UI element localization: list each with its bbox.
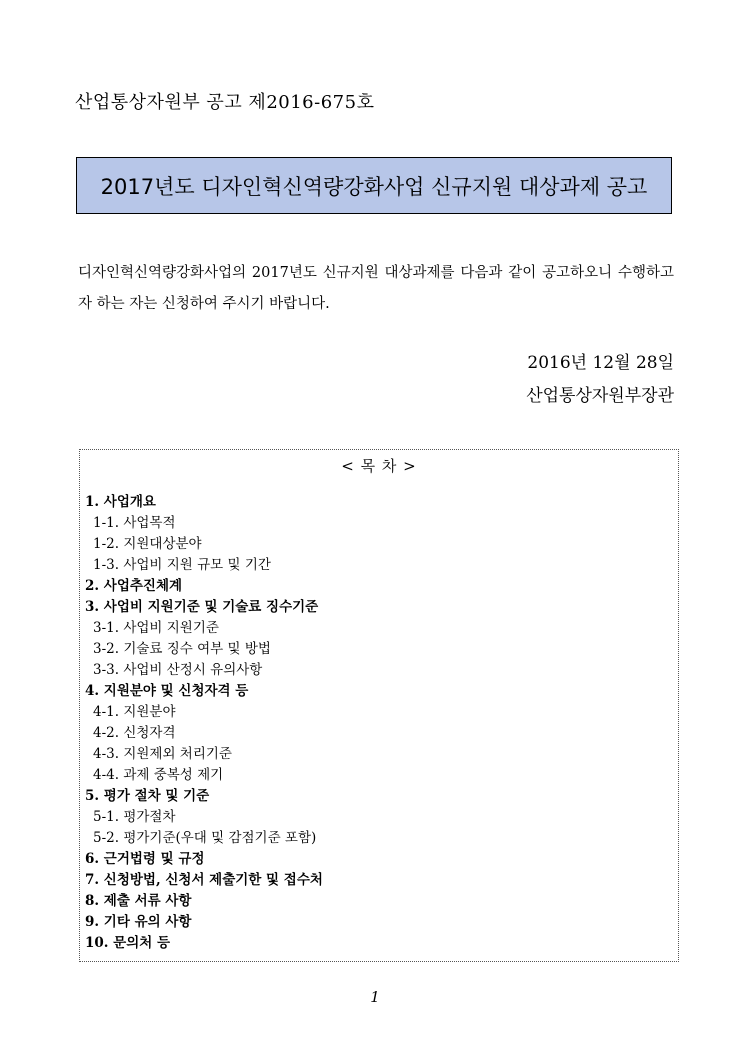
toc-section: 3. 사업비 지원기준 및 기술료 징수기준: [85, 599, 319, 615]
notice-number: 산업통상자원부 공고 제2016-675호: [75, 92, 375, 113]
toc-section: 6. 근거법령 및 규정: [85, 851, 205, 867]
toc-subsection: 1-1. 사업목적: [93, 515, 176, 531]
intro-paragraph: 디자인혁신역량강화사업의 2017년도 신규지원 대상과제를 다음과 같이 공고하오니 수행하고자 하는 자는 신청하여 주시기 바랍니다.: [78, 265, 674, 312]
toc-heading: < 목 차 >: [341, 457, 417, 475]
toc-subsection: 3-1. 사업비 지원기준: [93, 620, 219, 636]
toc-subsection: 3-2. 기술료 징수 여부 및 방법: [93, 641, 271, 657]
toc-section: 5. 평가 절차 및 기준: [85, 788, 210, 804]
toc-subsection: 4-4. 과제 중복성 제기: [93, 767, 224, 783]
toc-subsection: 4-3. 지원제외 처리기준: [93, 746, 232, 762]
toc-subsection: 3-3. 사업비 산정시 유의사항: [93, 662, 263, 678]
toc-subsection: 5-2. 평가기준(우대 및 감점기준 포함): [93, 830, 317, 846]
page-number: 1: [370, 988, 380, 1006]
toc-subsection: 5-1. 평가절차: [93, 809, 176, 825]
document-title: 2017년도 디자인혁신역량강화사업 신규지원 대상과제 공고: [100, 174, 648, 199]
toc-subsection: 1-3. 사업비 지원 규모 및 기간: [93, 557, 271, 573]
notice-date: 2016년 12월 28일: [527, 353, 674, 373]
toc-section: 9. 기타 유의 사항: [85, 914, 192, 930]
toc-list: [85, 492, 323, 954]
toc-section: 4. 지원분야 및 신청자격 등: [85, 683, 249, 699]
issuer-name: 산업통상자원부장관: [526, 386, 674, 406]
toc-section: 8. 제출 서류 사항: [85, 893, 192, 909]
title-box: [76, 157, 672, 214]
toc-subsection: 1-2. 지원대상분야: [93, 536, 202, 552]
toc-section: 2. 사업추진체계: [85, 578, 183, 594]
toc-subsection: 4-1. 지원분야: [93, 704, 176, 720]
table-of-contents: [79, 449, 679, 962]
toc-section: 7. 신청방법, 신청서 제출기한 및 접수처: [85, 872, 323, 888]
toc-section: 10. 문의처 등: [85, 935, 171, 951]
toc-subsection: 4-2. 신청자격: [93, 725, 176, 741]
toc-section: 1. 사업개요: [85, 494, 156, 510]
